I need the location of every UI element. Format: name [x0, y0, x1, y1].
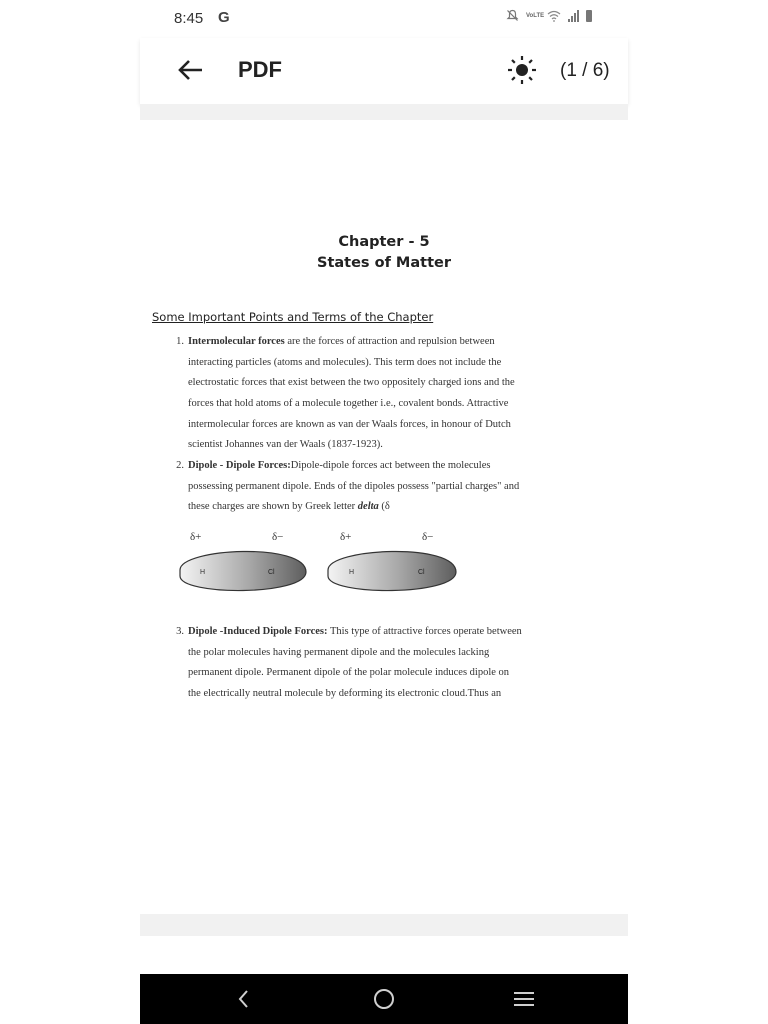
dipole-diagram: [140, 520, 628, 610]
list-item: [176, 332, 602, 456]
sun-icon[interactable]: [505, 53, 539, 87]
charge-label: δ+: [190, 531, 202, 543]
atom-label: H: [200, 569, 206, 576]
navigation-bar: [140, 974, 628, 1024]
atom-label: H: [349, 569, 355, 576]
nav-home-icon[interactable]: [372, 987, 396, 1011]
item-term: Dipole - Dipole Forces:: [188, 460, 291, 471]
item-number: 1.: [176, 336, 184, 347]
pdf-page[interactable]: [140, 120, 628, 914]
item-text: intermolecular forces are known as van der Waals forces, in honour of Dutch: [188, 418, 511, 430]
item-text: forces that hold atoms of a molecule together i.e., covalent bonds. Attractive: [188, 398, 509, 410]
item-text: This type of attractive forces operate between: [327, 626, 522, 637]
charge-label: δ−: [422, 531, 434, 543]
charge-label: δ+: [340, 531, 352, 543]
volte-icon: VoLTE: [526, 12, 545, 19]
item-text: interacting particles (atoms and molecules). This term does not include the: [188, 356, 502, 368]
signal-icon: [568, 10, 579, 22]
google-icon: G: [218, 9, 230, 26]
greek-word: delta: [357, 501, 379, 513]
item-number: 3.: [176, 626, 184, 637]
item-text: electrostatic forces that exist between the two oppositely charged ions and the: [188, 377, 515, 389]
phone-screen: [140, 0, 628, 1024]
status-bar: [140, 0, 628, 38]
item-text: scientist Johannes van der Waals (1837-1923).: [188, 439, 383, 451]
list-item: [176, 456, 602, 518]
wifi-icon: [547, 10, 561, 22]
chapter-number: Chapter - 5: [338, 234, 430, 250]
pdf-viewer[interactable]: [140, 104, 628, 936]
item-text: possessing permanent dipole. Ends of the dipoles possess "partial charges" and: [188, 480, 520, 492]
nav-back-icon[interactable]: [232, 987, 256, 1011]
battery-icon: [586, 10, 592, 22]
page-indicator: (1 / 6): [560, 60, 610, 81]
atom-label: Cl: [418, 569, 425, 576]
dipole-molecule-1: [180, 531, 306, 591]
item-text: are the forces of attraction and repulsion between: [284, 336, 495, 347]
item-text: the polar molecules having permanent dipole and the molecules lacking: [188, 646, 490, 658]
app-title: PDF: [238, 57, 282, 82]
nav-recents-icon[interactable]: [512, 987, 536, 1011]
atom-label: Cl: [268, 569, 275, 576]
item-text: (δ: [378, 501, 390, 513]
item-term: Dipole -Induced Dipole Forces:: [188, 626, 328, 637]
item-number: 2.: [176, 460, 184, 471]
arrow-left-icon[interactable]: [174, 53, 208, 87]
status-icons: [506, 9, 592, 22]
app-bar: [140, 38, 628, 104]
mute-icon: [506, 9, 519, 22]
section-heading: Some Important Points and Terms of the Chapter: [152, 310, 434, 324]
status-time: 8:45: [174, 10, 204, 27]
list-item: [176, 622, 602, 705]
item-term: Intermolecular forces: [188, 336, 285, 347]
item-text: the electrically neutral molecule by deforming its electronic cloud.Thus an: [188, 688, 502, 700]
chapter-title: States of Matter: [317, 255, 451, 271]
item-text: permanent dipole. Permanent dipole of the polar molecule induces dipole on: [188, 667, 510, 679]
item-text: these charges are shown by Greek letter: [188, 501, 358, 513]
charge-label: δ−: [272, 531, 284, 543]
dipole-molecule-2: [328, 531, 456, 591]
item-text: Dipole-dipole forces act between the molecules: [290, 460, 491, 471]
